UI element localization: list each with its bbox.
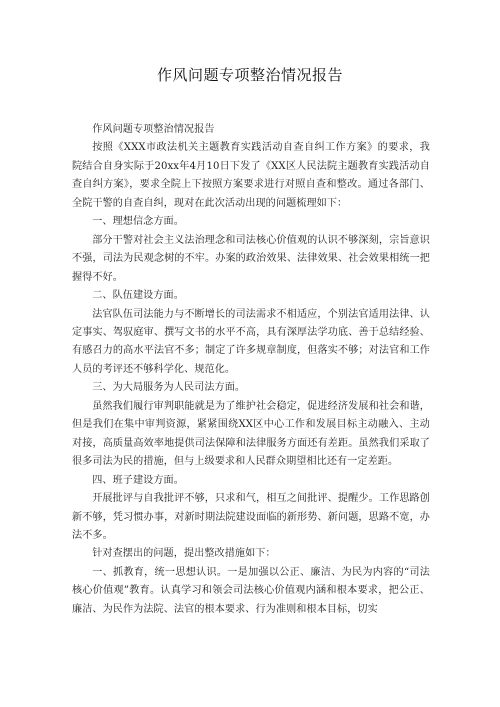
section-heading-ideals: 一、理想信念方面。 (92, 216, 184, 228)
body-heading: 作风问题专项整治情况报告 (92, 124, 215, 135)
measures-intro: 针对查摆出的问题，提出整改措施如下： (92, 548, 276, 560)
section-heading-service: 三、为大局服务为人民司法方面。 (92, 382, 246, 394)
paragraph-ideals: 部分干警对社会主义法治理念和司法核心价值观的认识不够深刻，宗旨意识不强，司法为民观念树的不牢。办案的政治效果、法律效果、社会效果相统一把握得不好。 (72, 234, 430, 283)
paragraph-leadership: 开展批评与自我批评不够，只求和气，相互之间批评、提醒少。工作思路创新不够，凭习惯办事，对新时期法院建设面临的新形势、新问题，思路不宽，办法不多。 (72, 493, 430, 541)
document-title: 作风问题专项整治情况报告 (156, 66, 343, 84)
section-heading-team: 二、队伍建设方面。 (92, 290, 184, 302)
intro-paragraph: 按照《XXX市政法机关主题教育实践活动自查自纠工作方案》的要求，我院结合自身实际于20xx年4月10日下发了《XX区人民法院主题教育实践活动自查自纠方案》，要求全院上下按照方案要求进行对照自查和整改。通过各部门、全院干警的自查自纠，现对在此次活动出现的问题梳理如下： (72, 142, 430, 209)
paragraph-service: 虽然我们履行审判职能就是为了维护社会稳定，促进经济发展和社会和谐，但是我们在集中审判资源，紧紧围绕XX区中心工作和发展目标主动融入、主动对接，高质量高效率地提供司法保障和法律服务方面还有差距。虽然我们采取了很多司法为民的措施，但与上级要求和人民群众期望相比还有一定差距。 (72, 400, 430, 468)
document-body (72, 121, 430, 619)
section-heading-leadership: 四、班子建设方面。 (92, 474, 184, 486)
paragraph-measure-education: 一、抓教育，统一思想认识。一是加强以公正、廉洁、为民为内容的“司法核心价值观”教育。认真学习和领会司法核心价值观内涵和根本要求，把公正、廉洁、为民作为法院、法官的根本要求、行为准则和根本目标，切实 (72, 566, 430, 615)
paragraph-team: 法官队伍司法能力与不断增长的司法需求不相适应，个别法官适用法律、认定事实、驾驭庭审、撰写文书的水平不高，具有深厚法学功底、善于总结经验、有感召力的高水平法官不多；制定了许多规章制度，但落实不够；对法官和工作人员的考评还不够科学化、规范化。 (72, 308, 430, 375)
